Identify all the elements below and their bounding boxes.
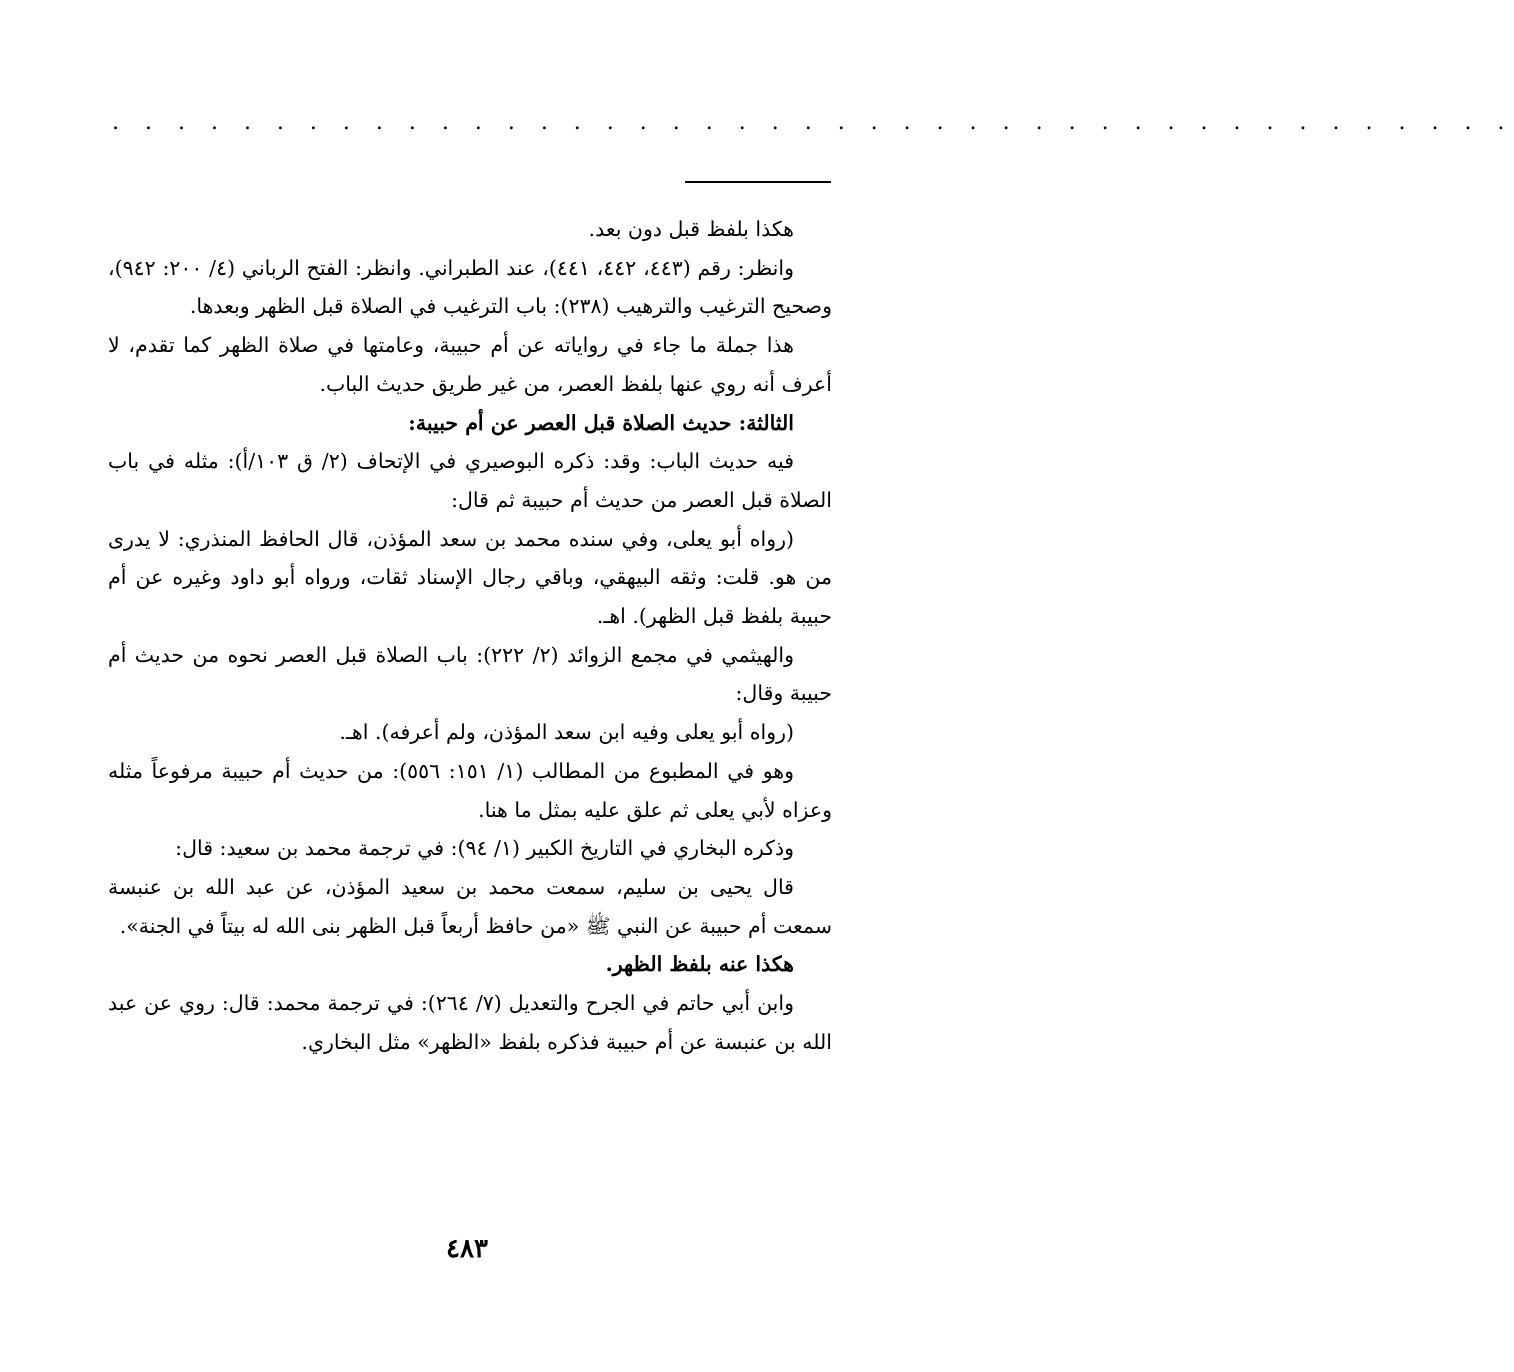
body-text [108, 210, 832, 1061]
paragraph-5: فيه حديث الباب: وقد: ذكره البوصيري في الإتحاف (٢/ ق ١٠٣/أ): مثله في باب الصلاة قبل العصر من حديث أم حبيبة ثم قال: [108, 449, 832, 512]
paragraph-2: وانظر: رقم (٤٤٣، ٤٤٢، ٤٤١)، عند الطبراني. وانظر: الفتح الرباني (٤/ ٢٠٠: ٩٤٢)، وصحيح الترغيب والترهيب (٢٣٨): باب الترغيب في الصلاة قبل الظهر وبعدها. [108, 255, 832, 319]
paragraph-7: والهيثمي في مجمع الزوائد (٢/ ٢٢٢): باب الصلاة قبل العصر نحوه من حديث أم حبيبة وقال: [108, 642, 832, 706]
paragraph-10: وذكره البخاري في التاريخ الكبير (١/ ٩٤): في ترجمة محمد بن سعيد: قال: [175, 836, 794, 861]
section-heading-third: الثالثة: حديث الصلاة قبل العصر عن أم حبيبة: [408, 410, 794, 435]
quote-bukhari: قال يحيى بن سليم، سمعت محمد بن سعيد المؤذن، عن عبد الله بن عنبسة سمعت أم حبيبة عن النبي ﷺ «من حافظ أربعاً قبل الظهر بنى الله له بيتاً في الجنة». [108, 874, 832, 938]
paragraph-13: وابن أبي حاتم في الجرح والتعديل (٧/ ٢٦٤): في ترجمة محمد: قال: روي عن عبد الله بن عنبسة عن أم حبيبة فذكره بلفظ «الظهر» مثل البخاري. [108, 991, 832, 1054]
paragraph-1: هكذا بلفظ قبل دون بعد. [588, 217, 794, 241]
paragraph-9: وهو في المطبوع من المطالب (١/ ١٥١: ٥٥٦): من حديث أم حبيبة مرفوعاً مثله وعزاه لأبي يعلى ثم علق عليه بمثل ما هنا. [108, 758, 832, 822]
footnote-rule [685, 181, 831, 183]
paragraph-3: هذا جملة ما جاء في رواياته عن أم حبيبة، وعامتها في صلاة الظهر كما تقدم، لا أعرف أنه روي عنها بلفظ العصر، من غير طريق حديث الباب. [108, 333, 832, 396]
dotted-separator: . . . . . . . . . . . . . . . . . . . . . . . . . . . . . . . . . . . . . . . . . . . [112, 110, 1514, 135]
quote-haythami: (رواه أبو يعلى وفيه ابن سعد المؤذن، ولم أعرفه). اهـ. [339, 720, 794, 745]
quote-abu-yala: (رواه أبو يعلى، وفي سنده محمد بن سعد المؤذن، قال الحافظ المنذري: لا يدرى من هو. قلت: وثقه البيهقي، وباقي رجال الإسناد ثقات، ورواه أبو داود وغيره عن أم حبيبة بلفظ قبل الظهر). اهـ. [108, 526, 832, 629]
paragraph-12: هكذا عنه بلفظ الظهر. [605, 952, 794, 977]
page-number: ٤٨٣ [446, 1234, 488, 1264]
